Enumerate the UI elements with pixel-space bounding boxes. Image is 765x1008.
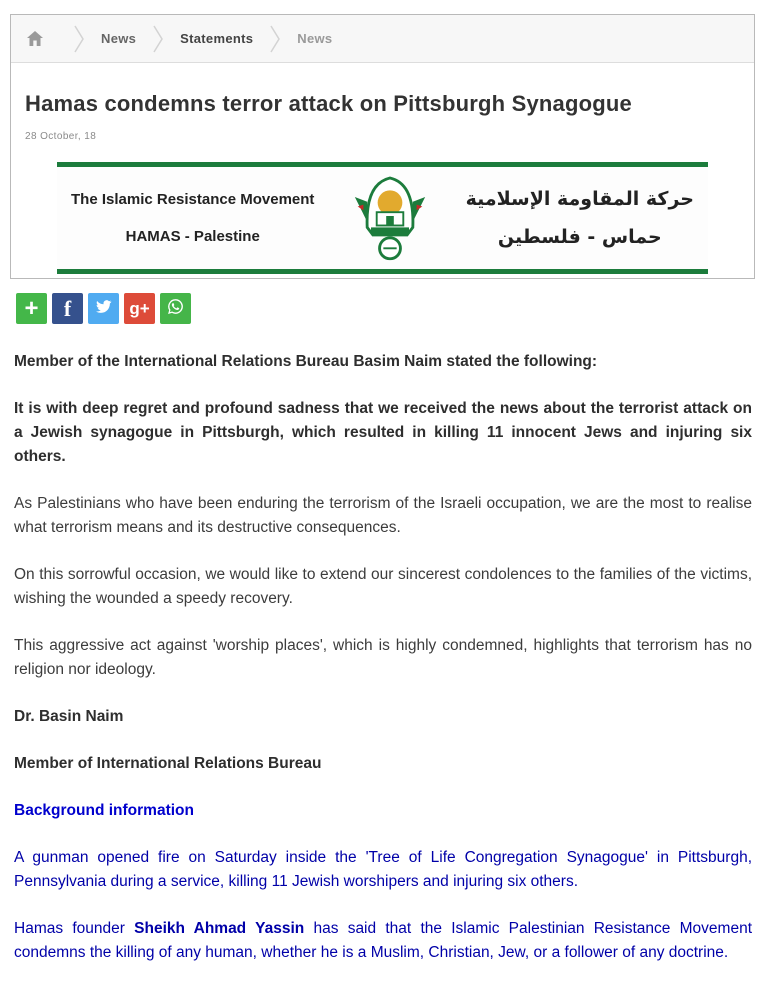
article-paragraph: On this sorrowful occasion, we would like to extend our sincerest condolences to the families of the victims, wishing the wounded a speedy recovery. xyxy=(14,566,752,608)
banner-arabic-movement-name: حركة المقاومة الإسلامية xyxy=(465,188,694,210)
banner-arabic-text xyxy=(466,188,694,248)
breadcrumb-item-statements[interactable]: Statements xyxy=(180,31,254,46)
article-signature-name: Dr. Basin Naim xyxy=(14,708,124,726)
article-paragraph: It is with deep regret and profound sadness that we received the news about the terrorist attack on a Jewish synagogue in Pittsburgh, which resulted in killing 11 innocent Jews and injuring six others. xyxy=(14,400,752,466)
share-plus-button[interactable] xyxy=(16,293,47,324)
social-share-row xyxy=(16,293,765,324)
whatsapp-share-button[interactable] xyxy=(160,293,191,324)
facebook-share-button[interactable] xyxy=(52,293,83,324)
chevron-separator-icon xyxy=(269,24,281,54)
plus-icon: + xyxy=(24,294,39,322)
article-paragraph: This aggressive act against 'worship places', which is highly condemned, highlights that terrorism has no religion nor ideology. xyxy=(14,637,752,679)
banner-movement-name: The Islamic Resistance Movement xyxy=(71,191,315,208)
background-information-heading: Background information xyxy=(14,802,194,820)
home-icon[interactable] xyxy=(27,31,43,46)
chevron-separator-icon xyxy=(152,24,164,54)
banner-hamas-palestine: HAMAS - Palestine xyxy=(125,228,260,245)
paragraph-text: has said that the Islamic Palestinian Resistance Movement condemns the killing of any human, whether he is a Muslim, Christian, Jew, or a follower of any doctrine. xyxy=(14,920,753,962)
article-body xyxy=(0,324,765,1008)
page-title: Hamas condemns terror attack on Pittsburgh Synagogue xyxy=(25,91,632,116)
hamas-emblem-icon xyxy=(352,167,428,270)
facebook-icon: f xyxy=(63,295,72,321)
article-paragraph: Member of the International Relations Bureau Basim Naim stated the following: xyxy=(14,353,598,370)
twitter-share-button[interactable] xyxy=(88,293,119,324)
twitter-bird-icon xyxy=(94,297,113,321)
article-paragraph: A gunman opened fire on Saturday inside the 'Tree of Life Congregation Synagogue' in Pittsburgh, Pennsylvania during a service, killing 11 Jewish worshipers and injuring six others. xyxy=(14,849,752,891)
breadcrumb-item-news-current[interactable]: News xyxy=(297,31,333,46)
google-plus-icon: g+ xyxy=(129,298,150,318)
chevron-separator-icon xyxy=(73,24,85,54)
paragraph-text: Hamas founder xyxy=(14,920,135,938)
article-signature-title: Member of International Relations Bureau xyxy=(14,755,322,773)
breadcrumb xyxy=(11,15,754,63)
whatsapp-icon xyxy=(166,297,185,321)
hamas-banner-image xyxy=(57,162,708,274)
article-paragraph: As Palestinians who have been enduring the terrorism of the Israeli occupation, we are the most to realise what terrorism means and its destructive consequences. xyxy=(14,495,752,537)
breadcrumb-item-news[interactable]: News xyxy=(101,31,137,46)
article-date: 28 October, 18 xyxy=(25,131,97,142)
google-plus-share-button[interactable] xyxy=(124,293,155,324)
banner-english-text xyxy=(71,191,314,245)
article-paragraph xyxy=(14,917,752,965)
header-box xyxy=(10,14,755,279)
paragraph-bold-name: Sheikh Ahmad Yassin xyxy=(134,920,305,938)
article-header xyxy=(11,63,754,142)
banner-arabic-hamas-palestine: حماس - فلسطين xyxy=(497,226,662,248)
